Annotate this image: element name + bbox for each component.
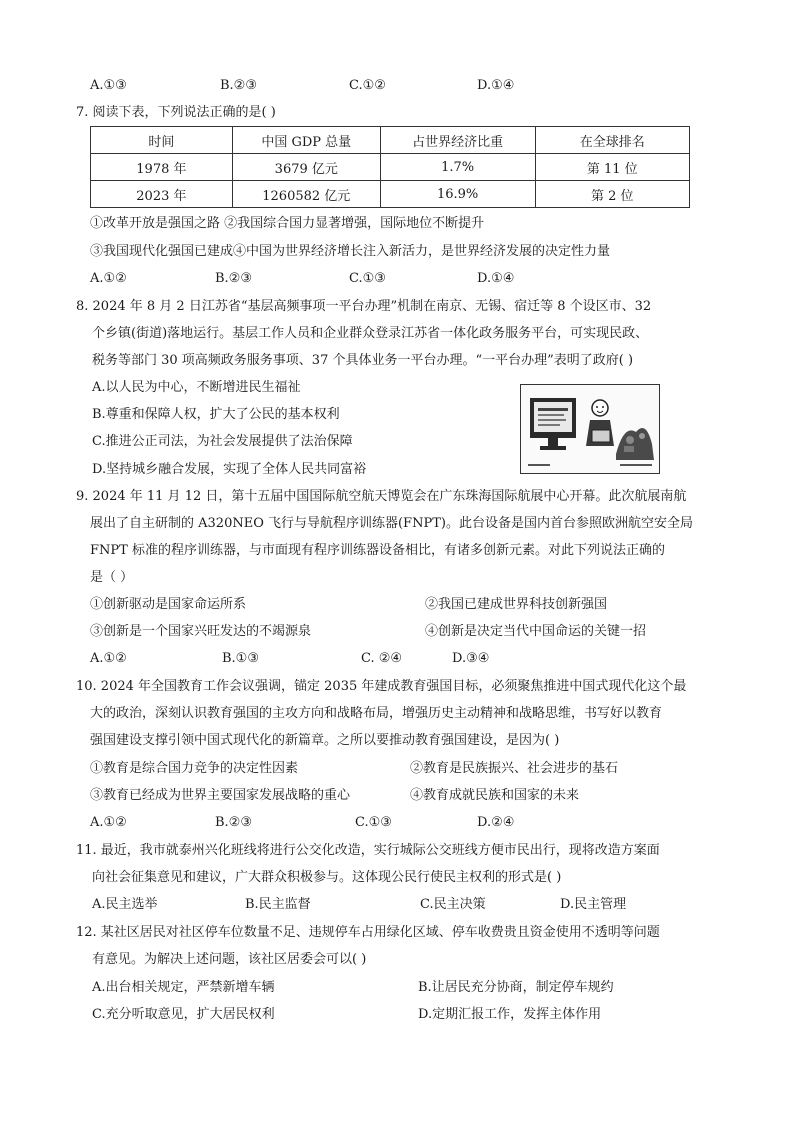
- q9-statement-3: ③创新是一个国家兴旺发达的不竭源泉: [90, 624, 312, 639]
- q6-option-b: B.②③: [220, 78, 257, 93]
- q9-stem-line-3: FNPT 标准的程序训练器，与市面现有程序训练器设备相比，有诸多创新元素。对此下列说法正确的: [90, 543, 665, 558]
- q10-option-b: B.②③: [215, 815, 252, 830]
- q9-option-d: D.③④: [452, 651, 490, 666]
- table-row: [91, 181, 690, 208]
- q9-statement-2: ②我国已建成世界科技创新强国: [425, 597, 608, 612]
- cartoon-illustration: [520, 384, 660, 474]
- q11-stem-line-1: 11. 最近，我市就泰州兴化班线将进行公交化改造，实行城际公交班线方便市民出行，现将改造方案面: [76, 843, 660, 858]
- q8-stem-line-3: 税务等部门 30 项高频政务服务事项、37 个具体业务一平台办理。“一平台办理”表明了政府( ): [92, 353, 634, 368]
- q7-option-c: C.①③: [349, 271, 386, 286]
- q10-stem-line-3: 强国建设支撑引领中国式现代化的新篇章。之所以要推动教育强国建设，是因为( ): [90, 733, 560, 748]
- q11-option-c: C.民主决策: [420, 897, 486, 912]
- q6-option-c: C.①②: [349, 78, 386, 93]
- table-header-cell: 中国 GDP 总量: [232, 127, 380, 154]
- q10-stem-line-2: 大的政治，深刻认识教育强国的主攻方向和战略布局，增强历史主动精神和战略思维，书写好以教育: [90, 706, 663, 721]
- q8-option-b: B.尊重和保障人权，扩大了公民的基本权利: [92, 407, 340, 422]
- q9-statement-1: ①创新驱动是国家命运所系: [90, 597, 247, 612]
- table-cell: 1.7%: [380, 154, 535, 181]
- q8-stem-line-2: 个乡镇(街道)落地运行。基层工作人员和企业群众登录江苏省一体化政务服务平台，可实现民政、: [92, 326, 649, 341]
- q12-option-a: A.出台相关规定，严禁新增车辆: [92, 980, 275, 995]
- table-header-cell: 时间: [91, 127, 233, 154]
- q10-statement-4: ④教育成就民族和国家的未来: [410, 788, 580, 803]
- q12-stem-line-2: 有意见。为解决上述问题，该社区居委会可以( ): [92, 952, 367, 967]
- q7-option-d: D.①④: [477, 271, 515, 286]
- table-header-cell: 占世界经济比重: [380, 127, 535, 154]
- q12-option-d: D.定期汇报工作，发挥主体作用: [418, 1007, 602, 1022]
- q12-stem-line-1: 12. 某社区居民对社区停车位数量不足、违规停车占用绿化区域、停车收费贵且资金使用不透明等问题: [76, 925, 660, 940]
- table-row: [91, 154, 690, 181]
- gdp-table: [90, 126, 690, 208]
- q8-option-c: C.推进公正司法，为社会发展提供了法治保障: [92, 434, 353, 449]
- q11-option-b: B.民主监督: [245, 897, 311, 912]
- table-cell: 3679 亿元: [232, 154, 380, 181]
- q9-stem-line-1: 9. 2024 年 11 月 12 日，第十五届中国国际航空航天博览会在广东珠海国际航展中心开幕。此次航展南航: [76, 489, 687, 504]
- q10-option-d: D.②④: [477, 815, 515, 830]
- q8-stem-line-1: 8. 2024 年 8 月 2 日江苏省“基层高频事项一平台办理”机制在南京、无锡、宿迁等 8 个设区市、32: [76, 299, 652, 314]
- q9-option-b: B.①③: [222, 651, 259, 666]
- q10-option-c: C.①③: [355, 815, 392, 830]
- q12-option-c: C.充分听取意见，扩大居民权利: [92, 1007, 275, 1022]
- table-cell: 1260582 亿元: [232, 181, 380, 208]
- q8-option-d: D.坚持城乡融合发展，实现了全体人民共同富裕: [92, 462, 367, 477]
- q6-option-a: A.①③: [90, 78, 127, 93]
- q9-stem-line-2: 展出了自主研制的 A320NEO 飞行与导航程序训练器(FNPT)。此台设备是国内首台参照欧洲航空安全局: [90, 516, 693, 531]
- q11-option-a: A.民主选举: [92, 897, 158, 912]
- q12-option-b: B.让居民充分协商，制定停车规约: [418, 980, 614, 995]
- q10-option-a: A.①②: [90, 815, 127, 830]
- q7-option-a: A.①②: [90, 271, 127, 286]
- q6-option-d: D.①④: [477, 78, 515, 93]
- q10-stem-line-1: 10. 2024 年全国教育工作会议强调，锚定 2035 年建成教育强国目标，必须聚焦推进中国式现代化这个最: [76, 679, 687, 694]
- q7-stem: 7. 阅读下表，下列说法正确的是( ): [76, 105, 276, 120]
- table-cell: 第 11 位: [535, 154, 689, 181]
- table-cell: 16.9%: [380, 181, 535, 208]
- table-header-row: [91, 127, 690, 154]
- table-cell: 1978 年: [91, 154, 233, 181]
- table-cell: 2023 年: [91, 181, 233, 208]
- q10-statement-3: ③教育已经成为世界主要国家发展战略的重心: [90, 788, 351, 803]
- q8-option-a: A.以人民为中心，不断增进民生福祉: [92, 380, 301, 395]
- q9-option-c: C. ②④: [361, 651, 403, 666]
- q9-stem-line-4: 是（ ）: [90, 570, 134, 585]
- q7-statement-2: ③我国现代化强国已建成④中国为世界经济增长注入新活力，是世界经济发展的决定性力量: [90, 244, 611, 259]
- q7-option-b: B.②③: [215, 271, 252, 286]
- table-cell: 第 2 位: [535, 181, 689, 208]
- q9-statement-4: ④创新是决定当代中国命运的关键一招: [425, 624, 647, 639]
- q11-option-d: D.民主管理: [560, 897, 627, 912]
- q7-statement-1: ①改革开放是强国之路 ②我国综合国力显著增强，国际地位不断提升: [90, 216, 485, 231]
- q9-option-a: A.①②: [90, 651, 127, 666]
- table-header-cell: 在全球排名: [535, 127, 689, 154]
- q11-stem-line-2: 向社会征集意见和建议，广大群众积极参与。这体现公民行使民主权利的形式是( ): [92, 870, 562, 885]
- q10-statement-1: ①教育是综合国力竞争的决定性因素: [90, 761, 299, 776]
- q10-statement-2: ②教育是民族振兴、社会进步的基石: [410, 761, 619, 776]
